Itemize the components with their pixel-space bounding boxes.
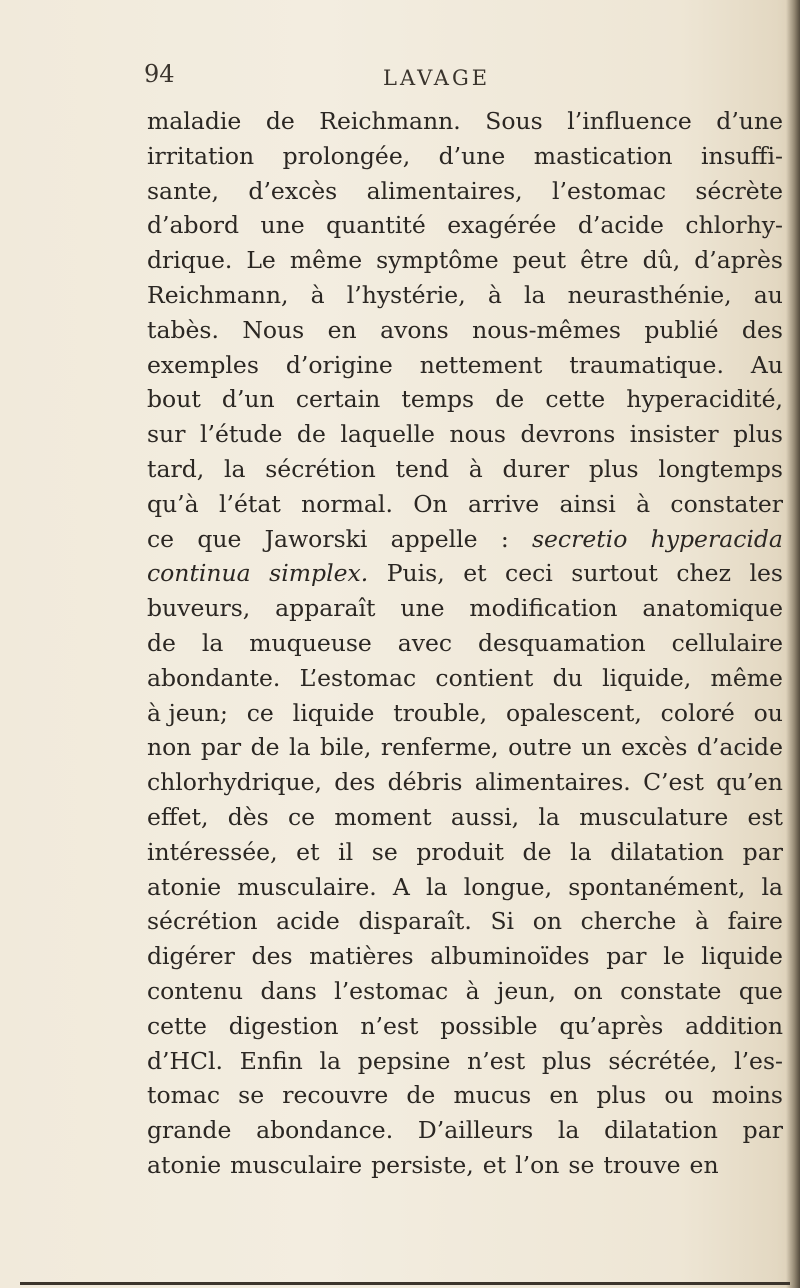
word: à xyxy=(310,280,325,309)
word: n’est xyxy=(360,1011,419,1040)
word: aussi, xyxy=(450,802,520,831)
word: avec xyxy=(397,628,453,657)
word: ce xyxy=(288,802,316,831)
word: prolongée, xyxy=(282,141,411,170)
word: opalescent, xyxy=(505,698,642,727)
word: liquide, xyxy=(602,663,692,692)
word: de xyxy=(147,628,176,657)
word: cette xyxy=(545,385,606,414)
word: sur xyxy=(147,420,186,449)
page-edge-shadow xyxy=(786,0,800,1288)
word: acide xyxy=(276,907,340,936)
text-line xyxy=(147,556,783,591)
word: exagérée xyxy=(447,211,557,240)
word: plus xyxy=(596,1081,647,1110)
word: l’étude xyxy=(199,420,283,449)
word: est xyxy=(747,802,783,831)
word: la xyxy=(538,802,560,831)
word: Nous xyxy=(242,315,305,344)
word: jeun, xyxy=(497,976,556,1005)
text-line xyxy=(147,104,783,139)
word: de xyxy=(296,420,326,449)
text-line xyxy=(147,487,783,522)
word: excès xyxy=(621,733,688,762)
word: mucus xyxy=(453,1081,532,1110)
word: Reichmann, xyxy=(147,280,289,309)
word: longtemps xyxy=(658,454,783,483)
text-line xyxy=(147,417,783,452)
word: cette xyxy=(147,1011,207,1040)
text-line xyxy=(147,382,783,417)
text-line xyxy=(147,174,783,209)
word: ou xyxy=(753,698,783,727)
word: drique. xyxy=(147,246,233,275)
word: peut xyxy=(512,246,567,275)
word: tard, xyxy=(147,454,205,483)
word: renferme, xyxy=(380,733,499,762)
word: neurasthénie, xyxy=(567,280,732,309)
word: se xyxy=(568,1150,595,1179)
word: spontanément, xyxy=(568,872,746,901)
word: sécrétée, xyxy=(608,1046,718,1075)
text-line xyxy=(147,522,783,557)
word: sante, xyxy=(147,176,220,205)
word: n’est xyxy=(467,1046,526,1075)
word: qu’après xyxy=(559,1011,664,1040)
word: que xyxy=(738,976,783,1005)
text-line xyxy=(147,835,783,870)
text-line xyxy=(147,348,783,383)
word: bout xyxy=(147,385,201,414)
text-line xyxy=(147,452,783,487)
word: l’on xyxy=(515,1150,560,1179)
word: contient xyxy=(435,663,534,692)
word: chez xyxy=(676,559,731,588)
word: de xyxy=(406,1081,436,1110)
word: grande xyxy=(147,1116,232,1145)
word: un xyxy=(581,733,612,762)
word: digestion xyxy=(228,1011,339,1040)
text-line xyxy=(147,139,783,174)
word: d’une xyxy=(716,107,783,135)
word: chlorhy- xyxy=(685,211,783,240)
word: débris xyxy=(387,768,463,797)
word: au xyxy=(753,280,783,309)
word: non xyxy=(147,733,192,762)
word: Reichmann. xyxy=(319,107,461,135)
word: faire xyxy=(727,907,783,936)
word: atonie xyxy=(147,1150,222,1179)
text-line xyxy=(147,591,783,626)
word: la xyxy=(426,872,448,901)
word: en xyxy=(327,315,357,344)
text-line xyxy=(147,278,783,313)
word: qu’en xyxy=(716,768,783,797)
word: sécrète xyxy=(695,176,783,205)
word: ainsi xyxy=(559,489,616,518)
word: l’estomac xyxy=(551,176,666,205)
word: qu’à xyxy=(147,489,199,518)
word: apparaît xyxy=(275,594,376,623)
word: même xyxy=(289,246,363,275)
word: continua xyxy=(147,559,251,588)
word: l’es- xyxy=(734,1046,783,1075)
word: normal. xyxy=(301,489,393,518)
word: effet, xyxy=(147,802,209,831)
word: moins xyxy=(711,1081,783,1110)
word: possible xyxy=(440,1011,538,1040)
word: constater xyxy=(670,489,783,518)
word: la xyxy=(523,280,546,309)
word: pepsine xyxy=(357,1046,451,1075)
word: longue, xyxy=(463,872,553,901)
word: l’estomac xyxy=(334,976,449,1005)
word: dilatation xyxy=(604,1116,718,1145)
text-line xyxy=(147,661,783,696)
word: l’état xyxy=(219,489,281,518)
word: Le xyxy=(246,246,276,275)
text-line xyxy=(147,1078,783,1113)
word: : xyxy=(500,524,509,553)
word: de xyxy=(250,733,280,762)
word: ou xyxy=(664,1081,694,1110)
word: traumatique. xyxy=(569,350,724,379)
word: trouble, xyxy=(393,698,488,727)
word: par xyxy=(742,1116,783,1145)
word: alimentaires. xyxy=(474,768,631,797)
word: le xyxy=(663,942,685,971)
word: mastication xyxy=(533,141,673,170)
word: On xyxy=(413,489,448,518)
word: intéressée, xyxy=(147,837,278,866)
word: Si xyxy=(490,907,515,936)
word: surtout xyxy=(571,559,658,588)
text-line xyxy=(147,243,783,278)
word: d’origine xyxy=(285,350,393,379)
word: par xyxy=(606,942,647,971)
word: atonie xyxy=(147,872,222,901)
word: Puis, xyxy=(386,559,445,588)
word: il xyxy=(338,837,354,866)
word: nous-mêmes xyxy=(472,315,621,344)
word: et xyxy=(296,837,320,866)
word: publié xyxy=(644,315,719,344)
word: une xyxy=(400,594,445,623)
word: constate xyxy=(620,976,722,1005)
word: laquelle xyxy=(340,420,435,449)
word: insuffi- xyxy=(700,141,783,170)
word: cherche xyxy=(580,907,677,936)
word: muqueuse xyxy=(249,628,372,657)
text-line xyxy=(147,870,783,905)
word: se xyxy=(371,837,398,866)
text-line xyxy=(147,1148,783,1183)
word: à xyxy=(465,976,480,1005)
word: tabès. xyxy=(147,315,219,344)
word: plus xyxy=(541,1046,592,1075)
word: exemples xyxy=(147,350,259,379)
word: secretio xyxy=(531,524,628,553)
word: même xyxy=(710,663,783,692)
word: symptôme xyxy=(376,246,499,275)
word: addition xyxy=(685,1011,783,1040)
word: l’hystérie, xyxy=(346,280,466,309)
word: les xyxy=(749,559,783,588)
word: par xyxy=(742,837,783,866)
word: nous xyxy=(449,420,506,449)
word: digérer xyxy=(147,942,235,971)
word: être xyxy=(580,246,629,275)
word: avons xyxy=(380,315,449,344)
word: plus xyxy=(588,454,639,483)
word: la xyxy=(761,872,783,901)
word: par xyxy=(200,733,242,762)
word: de xyxy=(265,107,295,135)
word: d’acide xyxy=(577,211,664,240)
word: modification xyxy=(469,594,618,623)
word: Enfin xyxy=(239,1046,303,1075)
word: d’acide xyxy=(696,733,783,762)
word: en xyxy=(689,1150,719,1179)
running-head: LAVAGE xyxy=(383,66,491,90)
word: devrons xyxy=(520,420,616,449)
word: on xyxy=(532,907,562,936)
word: la xyxy=(288,733,311,762)
word: C’est xyxy=(643,768,704,797)
word: et xyxy=(482,1150,507,1179)
word: à xyxy=(487,280,502,309)
word: matières xyxy=(309,942,414,971)
text-line xyxy=(147,313,783,348)
word: plus xyxy=(733,420,783,449)
word: coloré xyxy=(660,698,735,727)
word: quantité xyxy=(326,211,426,240)
word: d’après xyxy=(694,246,783,275)
word: dilatation xyxy=(610,837,725,866)
word: bile, xyxy=(319,733,372,762)
word: certain xyxy=(295,385,381,414)
word: dans xyxy=(260,976,317,1005)
word: et xyxy=(463,559,487,588)
word: ce xyxy=(147,524,175,553)
word: à xyxy=(694,907,709,936)
word: des xyxy=(251,942,293,971)
word: buveurs, xyxy=(147,594,251,623)
word: la xyxy=(223,454,246,483)
word: d’HCl. xyxy=(147,1046,223,1075)
text-line xyxy=(147,1044,783,1079)
word: musculaire. xyxy=(237,872,377,901)
word: recouvre xyxy=(282,1081,389,1110)
word: dû, xyxy=(642,246,681,275)
text-line xyxy=(147,696,783,731)
text-line xyxy=(147,1113,783,1148)
word: durer xyxy=(502,454,570,483)
bottom-edge-line xyxy=(20,1282,790,1285)
word: tend xyxy=(395,454,450,483)
word: on xyxy=(573,976,603,1005)
word: outre xyxy=(508,733,572,762)
word: à jeun; xyxy=(147,698,228,727)
word: Jaworski xyxy=(264,524,368,553)
text-line xyxy=(147,904,783,939)
body-paragraph xyxy=(147,104,783,1183)
word: Sous xyxy=(485,107,543,135)
word: que xyxy=(197,524,242,553)
word: musculaire xyxy=(230,1150,363,1179)
word: se xyxy=(238,1081,265,1110)
text-line xyxy=(147,974,783,1009)
word: appelle xyxy=(390,524,478,553)
word: temps xyxy=(401,385,475,414)
word: simplex. xyxy=(269,559,369,588)
word: hyperacidité, xyxy=(626,385,783,414)
word: trouve xyxy=(603,1150,681,1179)
word: des xyxy=(334,768,376,797)
word: à xyxy=(468,454,483,483)
word: d’une xyxy=(438,141,506,170)
word: A xyxy=(392,872,410,901)
word: maladie xyxy=(147,107,242,135)
word: à xyxy=(636,489,651,518)
text-line xyxy=(147,208,783,243)
word: d’excès xyxy=(248,176,338,205)
word: dès xyxy=(227,802,269,831)
word: alimentaires, xyxy=(366,176,523,205)
word: cellulaire xyxy=(671,628,783,657)
word: desquamation xyxy=(477,628,646,657)
word: musculature xyxy=(579,802,729,831)
word: d’un xyxy=(221,385,275,414)
word: du xyxy=(552,663,583,692)
word: chlorhydrique, xyxy=(147,768,322,797)
word: sécrétion xyxy=(265,454,376,483)
word: abondante. xyxy=(147,663,281,692)
word: une xyxy=(260,211,305,240)
word: insister xyxy=(629,420,719,449)
text-line xyxy=(147,1009,783,1044)
word: disparaît. xyxy=(358,907,472,936)
word: sécrétion xyxy=(147,907,258,936)
word: Au xyxy=(750,350,783,379)
word: L’estomac xyxy=(299,663,417,692)
word: liquide xyxy=(292,698,375,727)
word: la xyxy=(201,628,224,657)
word: la xyxy=(319,1046,342,1075)
text-line xyxy=(147,765,783,800)
word: des xyxy=(741,315,783,344)
word: de xyxy=(495,385,525,414)
word: l’influence xyxy=(567,107,692,135)
text-line xyxy=(147,730,783,765)
text-line xyxy=(147,939,783,974)
word: anatomique xyxy=(642,594,783,623)
word: d’abord xyxy=(147,211,239,240)
word: la xyxy=(557,1116,580,1145)
word: produit xyxy=(416,837,504,866)
page-number: 94 xyxy=(144,60,175,88)
word: D’ailleurs xyxy=(417,1116,534,1145)
word: nettement xyxy=(419,350,543,379)
word: tomac xyxy=(147,1081,221,1110)
word: contenu xyxy=(147,976,244,1005)
word: abondance. xyxy=(256,1116,394,1145)
word: ce xyxy=(246,698,274,727)
word: ceci xyxy=(505,559,553,588)
word: moment xyxy=(334,802,432,831)
word: arrive xyxy=(467,489,540,518)
text-line xyxy=(147,626,783,661)
word: persiste, xyxy=(371,1150,474,1179)
word: albuminoïdes xyxy=(430,942,590,971)
word: liquide xyxy=(701,942,783,971)
text-line xyxy=(147,800,783,835)
word: la xyxy=(570,837,592,866)
word: hyperacida xyxy=(650,524,783,553)
word: irritation xyxy=(147,141,255,170)
word: de xyxy=(522,837,552,866)
word: en xyxy=(549,1081,579,1110)
